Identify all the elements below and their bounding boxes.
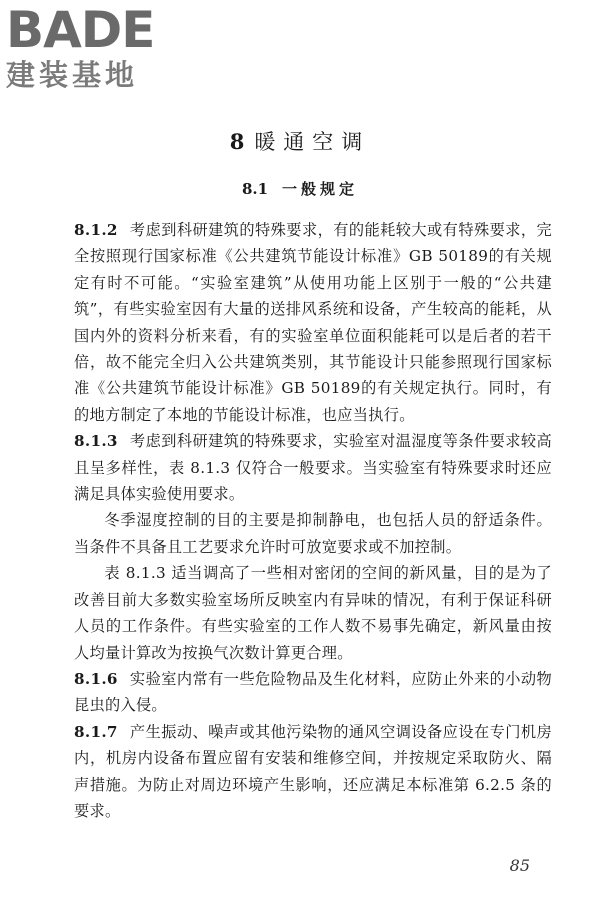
- page-number: 85: [509, 856, 530, 875]
- clause-number: 8.1.7: [74, 722, 118, 741]
- paragraph-text: 产生振动、噪声或其他污染物的通风空调设备应设在专门机房内，机房内设备布置应留有安装和维修空间，并按规定采取防火、隔声措施。为防止对周边环境产生影响，还应满足本标准第 6.2.5 条的要求。: [74, 722, 552, 820]
- paragraph-8-1-3: [74, 428, 552, 507]
- paragraph-text: 表 8.1.3 适当调高了一些相对密闭的空间的新风量，目的是为了改善目前大多数实验室场所反映室内有异味的情况，有利于保证科研人员的工作条件。有些实验室的工作人数不易事先确定，新风量由按人均量计算改为按换气次数计算更合理。: [74, 564, 552, 662]
- clause-number: 8.1.2: [74, 221, 118, 239]
- logo-brand: BADE: [6, 1, 155, 59]
- body-text: [74, 217, 552, 824]
- chapter-title: [0, 126, 600, 156]
- paragraph-fresh-air: [74, 560, 552, 666]
- section-title: [0, 178, 600, 199]
- clause-number: 8.1.3: [74, 432, 118, 451]
- section-number: 8.1: [241, 180, 269, 198]
- paragraph-8-1-7: [74, 719, 552, 825]
- logo-subtitle: 建装基地: [6, 58, 139, 92]
- paragraph-text: 实验室内常有一些危险物品及生化材料，应防止外来的小动物昆虫的入侵。: [74, 669, 552, 715]
- paragraph-8-1-6: [74, 666, 552, 719]
- chapter-title-text: 暖通空调: [254, 130, 371, 154]
- paragraph-text: 考虑到科研建筑的特殊要求，有的能耗较大或有特殊要求，完全按照现行国家标准《公共建筑节能设计标准》GB 50189的有关规定有时不可能。“实验室建筑”从使用功能上区别于一般的“公共建筑”，有些实验室因有大量的送排风系统和设备，产生较高的能耗，从国内外的资料分析来看，有的实验室单位面积能耗可以是后者的若干倍，故不能完全归入公共建筑类别，其节能设计只能参照现行国家标准《公共建筑节能设计标准》GB 50189的有关规定执行。同时，有的地方制定了本地的节能设计标准，也应当执行。: [74, 221, 552, 424]
- paragraph-text: 冬季湿度控制的目的主要是抑制静电，也包括人员的舒适条件。当条件不具备且工艺要求允许时可放宽要求或不加控制。: [74, 511, 552, 556]
- section-title-text: 一般规定: [282, 180, 359, 198]
- paragraph-8-1-2: [74, 217, 552, 428]
- paragraph-humidity: [74, 507, 552, 560]
- logo: [6, 1, 176, 96]
- clause-number: 8.1.6: [74, 669, 118, 688]
- chapter-number: 8: [229, 129, 245, 154]
- paragraph-text: 考虑到科研建筑的特殊要求，实验室对温湿度等条件要求较高且呈多样性，表 8.1.3 仅符合一般要求。当实验室有特殊要求时还应满足具体实验使用要求。: [74, 432, 552, 504]
